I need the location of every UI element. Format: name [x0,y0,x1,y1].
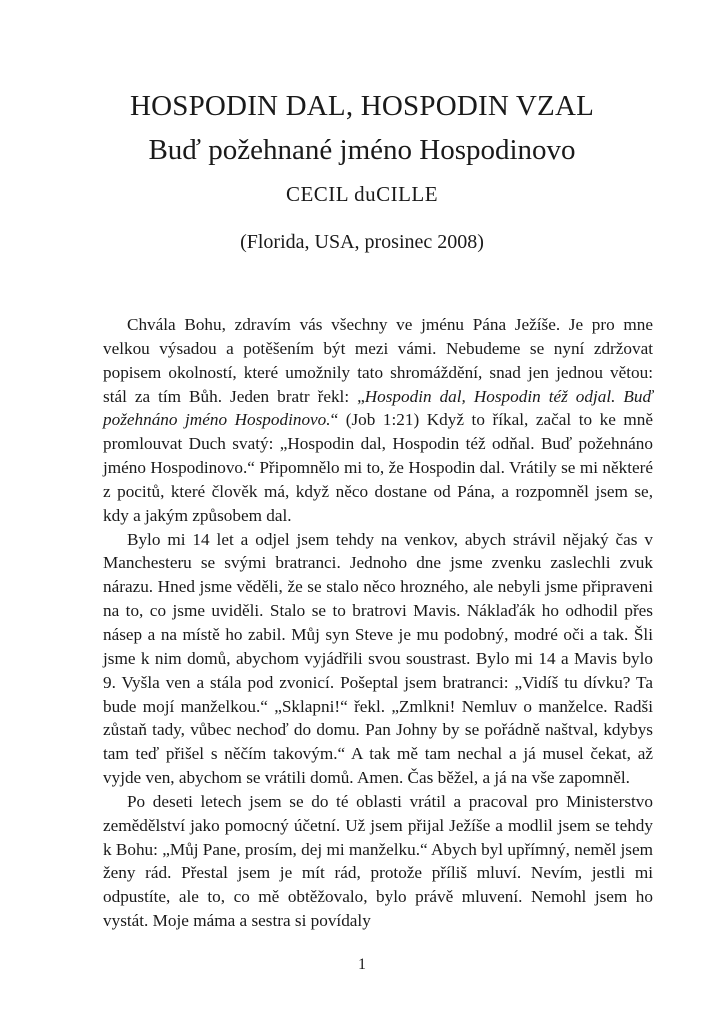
document-title: HOSPODIN DAL, HOSPODIN VZAL [129,90,595,122]
scripture-quote: Hospodin dal, Hospodin též odjal. Buď požehnáno jméno Hospodinovo. [103,386,653,430]
paragraph-3: Po deseti letech jsem se do té oblasti vrátil a pracoval pro Ministerstvo zemědělství jako pomocný účetní. Už jsem přijal Ježíše a modlil jsem se tehdy k Bohu: „Můj Pane, prosím, dej mi manželku.“ Abych byl upřímný, neměl jsem ženy rád. Přestal jsem je mít rád, protože příliš mluví. Nevím, jestli mi odpustíte, ale to, co mě obtěžovalo, bylo právě mluvení. Nemohl jsem ho vystát. Moje máma a sestra si povídaly [103,791,653,931]
paragraph-1-text-b: “ (Job 1:21) Když to říkal, začal to ke mně promlouvat Duch svatý: „Hospodin dal, Hospodin též odňal. Buď požehnáno jméno Hospodinovo.“ Připomnělo mi to, že Hospodin dal. Vrátily se mi některé z pocitů, které člověk má, když něco dostane od Pána, a rozpomněl jsem se, kdy a jakým způsobem dal. [103,410,653,525]
paragraph-1-text-a: Chvála Bohu, zdravím vás všechny ve jménu Pána Ježíše. Je pro mne velkou výsadou a potěšením být mezi vámi. Nebudeme se nyní zdržovat popisem okolností, které umožnily tato shromáždění, snad jen jednou větou: stál za tím Bůh. Jeden bratr řekl: „ [103,315,653,406]
document-body [103,313,653,933]
page-number: 1 [358,956,366,973]
paragraph-1 [103,313,653,528]
paragraph-2: Bylo mi 14 let a odjel jsem tehdy na venkov, abych strávil nějaký čas v Manchesteru se svými bratranci. Jednoho dne jsme zvenku zaslechli zvuk nárazu. Hned jsme věděli, že se stalo něco hrozného, ale nebyli jsme připraveni na to, co jsme uviděli. Stalo se to bratrovi Mavis. Náklaďák ho odhodil přes násep a na místě ho zabil. Můj syn Steve je mu podobný, modré oči a tak. Šli jsme k nim domů, abychom vyjádřili svou soustrast. Bylo mi 14 a Mavis bylo 9. Vyšla ven a stála pod zvonicí. Pošeptal jsem bratranci: „Vidíš tu dívku? Ta bude mojí manželkou.“ „Sklapni!“ řekl. „Zmlkni! Nemluv o manželce. Radši zůstaň tady, vůbec nechoď do domu. Pan Johny by se pořádně naštval, kdybys tam teď přišel s něčím takovým.“ A tak mě tam nechal a já musel čekat, až vyjde ven, abychom se vrátili domů. Amen. Čas běžel, a já na vše zapomněl. [103,529,653,788]
place-and-date: (Florida, USA, prosinec 2008) [240,231,484,253]
author-name: CECIL duCILLE [285,182,439,206]
document-subtitle: Buď požehnané jméno Hospodinovo [148,134,576,166]
